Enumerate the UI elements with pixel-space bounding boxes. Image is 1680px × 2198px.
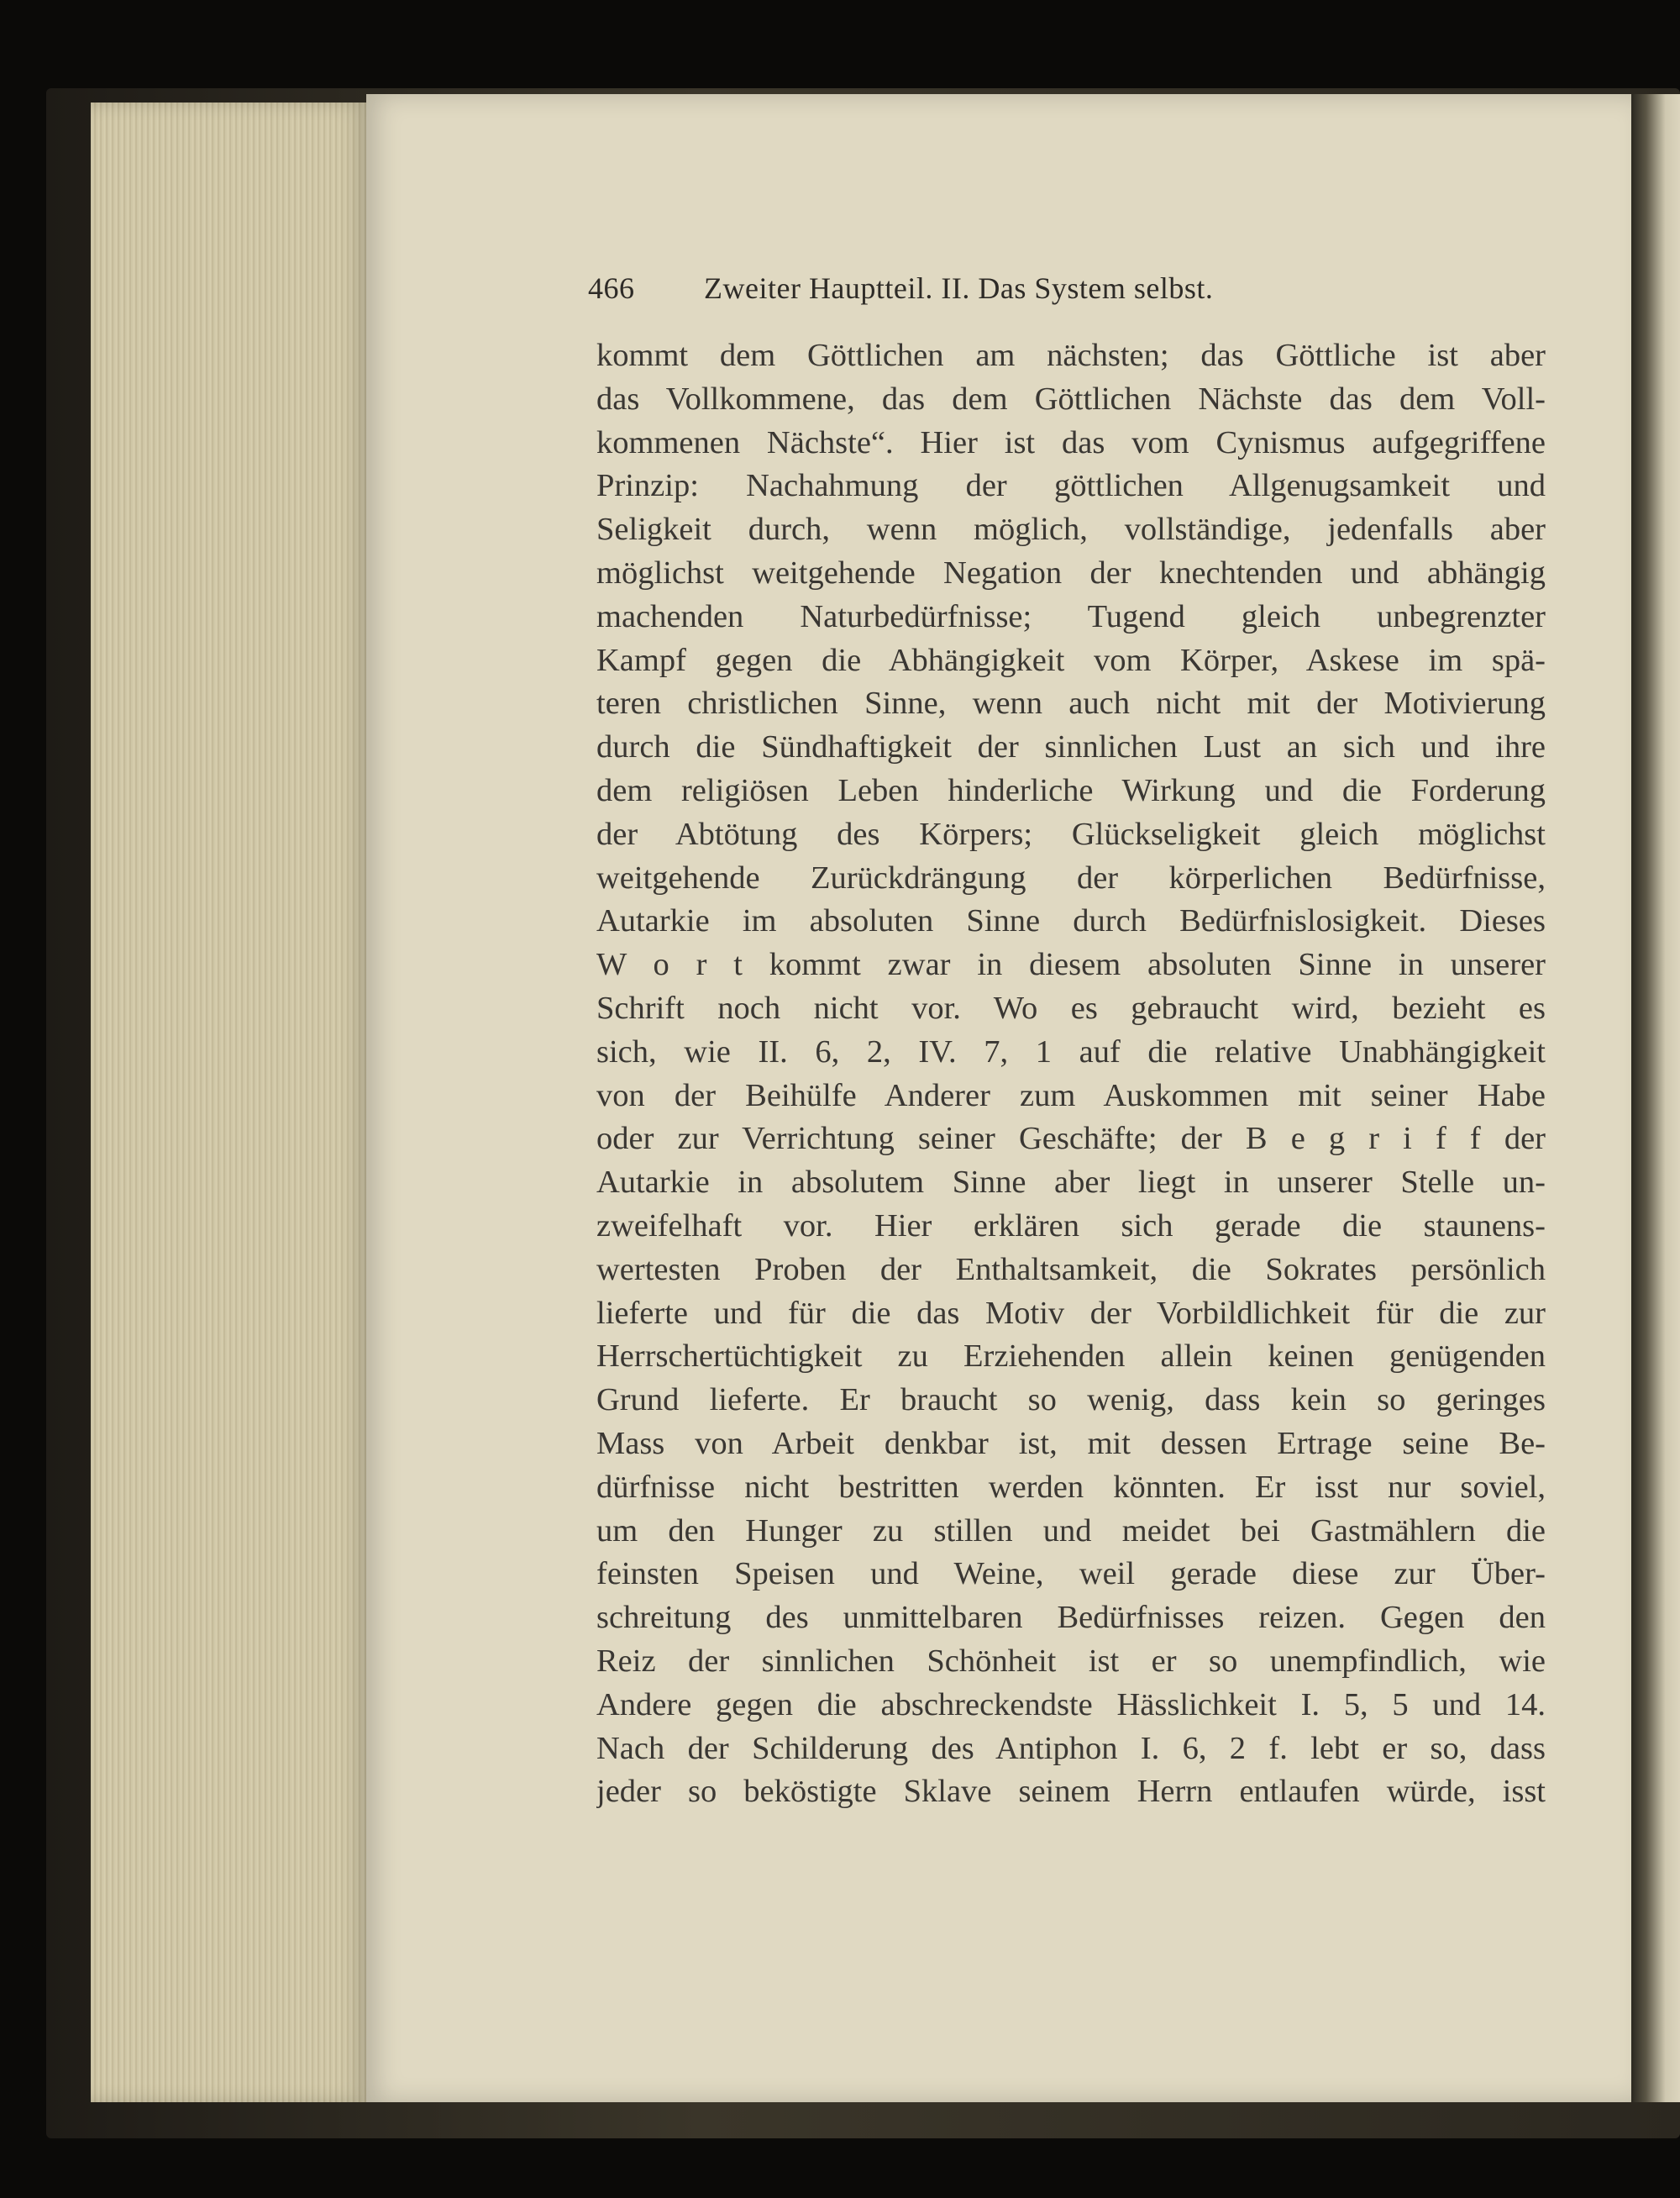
text-line: sich, wie II. 6, 2, IV. 7, 1 auf die relative Unabhängigkeit (596, 1033, 1546, 1070)
text-line: Herrschertüchtigkeit zu Erziehenden allein keinen genügenden (596, 1338, 1546, 1375)
text-line: Nach der Schilderung des Antiphon I. 6, 2 f. lebt er so, dass (596, 1730, 1546, 1766)
page-number: 466 (588, 271, 635, 305)
text-line: Kampf gegen die Abhängigkeit vom Körper, Askese im spä- (596, 642, 1546, 678)
text-line: oder zur Verrichtung seiner Geschäfte; der B e g r i f f der (596, 1121, 1546, 1157)
text-line: schreitung des unmittelbaren Bedürfnisses reizen. Gegen den (596, 1600, 1546, 1636)
text-line: Prinzip: Nachahmung der göttlichen Allgenugsamkeit und (596, 468, 1546, 504)
text-line: W o r t kommt zwar in diesem absoluten Sinne in unserer (596, 947, 1546, 983)
text-line: feinsten Speisen und Weine, weil gerade diese zur Über- (596, 1556, 1546, 1592)
text-line: wertesten Proben der Enthaltsamkeit, die Sokrates persönlich (596, 1251, 1546, 1287)
text-line: teren christlichen Sinne, wenn auch nicht mit der Motivierung (596, 686, 1546, 722)
text-line: Andere gegen die abschreckendste Hässlichkeit I. 5, 5 und 14. (596, 1686, 1546, 1722)
text-line: dürfnisse nicht bestritten werden könnten. Er isst nur soviel, (596, 1469, 1546, 1505)
text-line: Seligkeit durch, wenn möglich, vollständige, jedenfalls aber (596, 512, 1546, 548)
text-line: zweifelhaft vor. Hier erklären sich gerade die staunens- (596, 1207, 1546, 1244)
text-line: Autarkie im absoluten Sinne durch Bedürfnislosigkeit. Dieses (596, 903, 1546, 939)
page-stack-edge (91, 103, 368, 2102)
text-line: um den Hunger zu stillen und meidet bei Gastmählern die (596, 1512, 1546, 1549)
text-line: das Vollkommene, das dem Göttlichen Nächste das dem Voll- (596, 381, 1546, 417)
text-line: möglichst weitgehende Negation der knechtenden und abhängig (596, 555, 1546, 591)
text-line: jeder so beköstigte Sklave seinem Herrn entlaufen würde, isst (596, 1774, 1546, 1810)
text-line: Grund lieferte. Er braucht so wenig, dass kein so geringes (596, 1382, 1546, 1418)
text-line: durch die Sündhaftigkeit der sinnlichen Lust an sich und ihre (596, 729, 1546, 765)
text-line: weitgehende Zurückdrängung der körperlichen Bedürfnisse, (596, 860, 1546, 896)
text-line: Autarkie in absolutem Sinne aber liegt in unserer Stelle un- (596, 1165, 1546, 1201)
text-line: von der Beihülfe Anderer zum Auskommen mit seiner Habe (596, 1077, 1546, 1113)
text-line: Mass von Arbeit denkbar ist, mit dessen Ertrage seine Be- (596, 1425, 1546, 1461)
running-title: Zweiter Hauptteil. II. Das System selbst. (704, 271, 1214, 305)
body-text (596, 334, 1546, 1814)
text-line: kommenen Nächste“. Hier ist das vom Cynismus aufgegriffene (596, 424, 1546, 460)
text-line: Schrift noch nicht vor. Wo es gebraucht wird, bezieht es (596, 990, 1546, 1026)
running-header (588, 271, 1344, 306)
text-line: Reiz der sinnlichen Schönheit ist er so unempfindlich, wie (596, 1643, 1546, 1679)
book-gutter (1631, 94, 1680, 2102)
text-line: lieferte und für die das Motiv der Vorbildlichkeit für die zur (596, 1295, 1546, 1331)
text-line: kommt dem Göttlichen am nächsten; das Göttliche ist aber (596, 338, 1546, 373)
text-line: machenden Naturbedürfnisse; Tugend gleich unbegrenzter (596, 598, 1546, 634)
text-line: dem religiösen Leben hinderliche Wirkung und die Forderung (596, 772, 1546, 808)
text-line: der Abtötung des Körpers; Glückseligkeit gleich möglichst (596, 816, 1546, 852)
